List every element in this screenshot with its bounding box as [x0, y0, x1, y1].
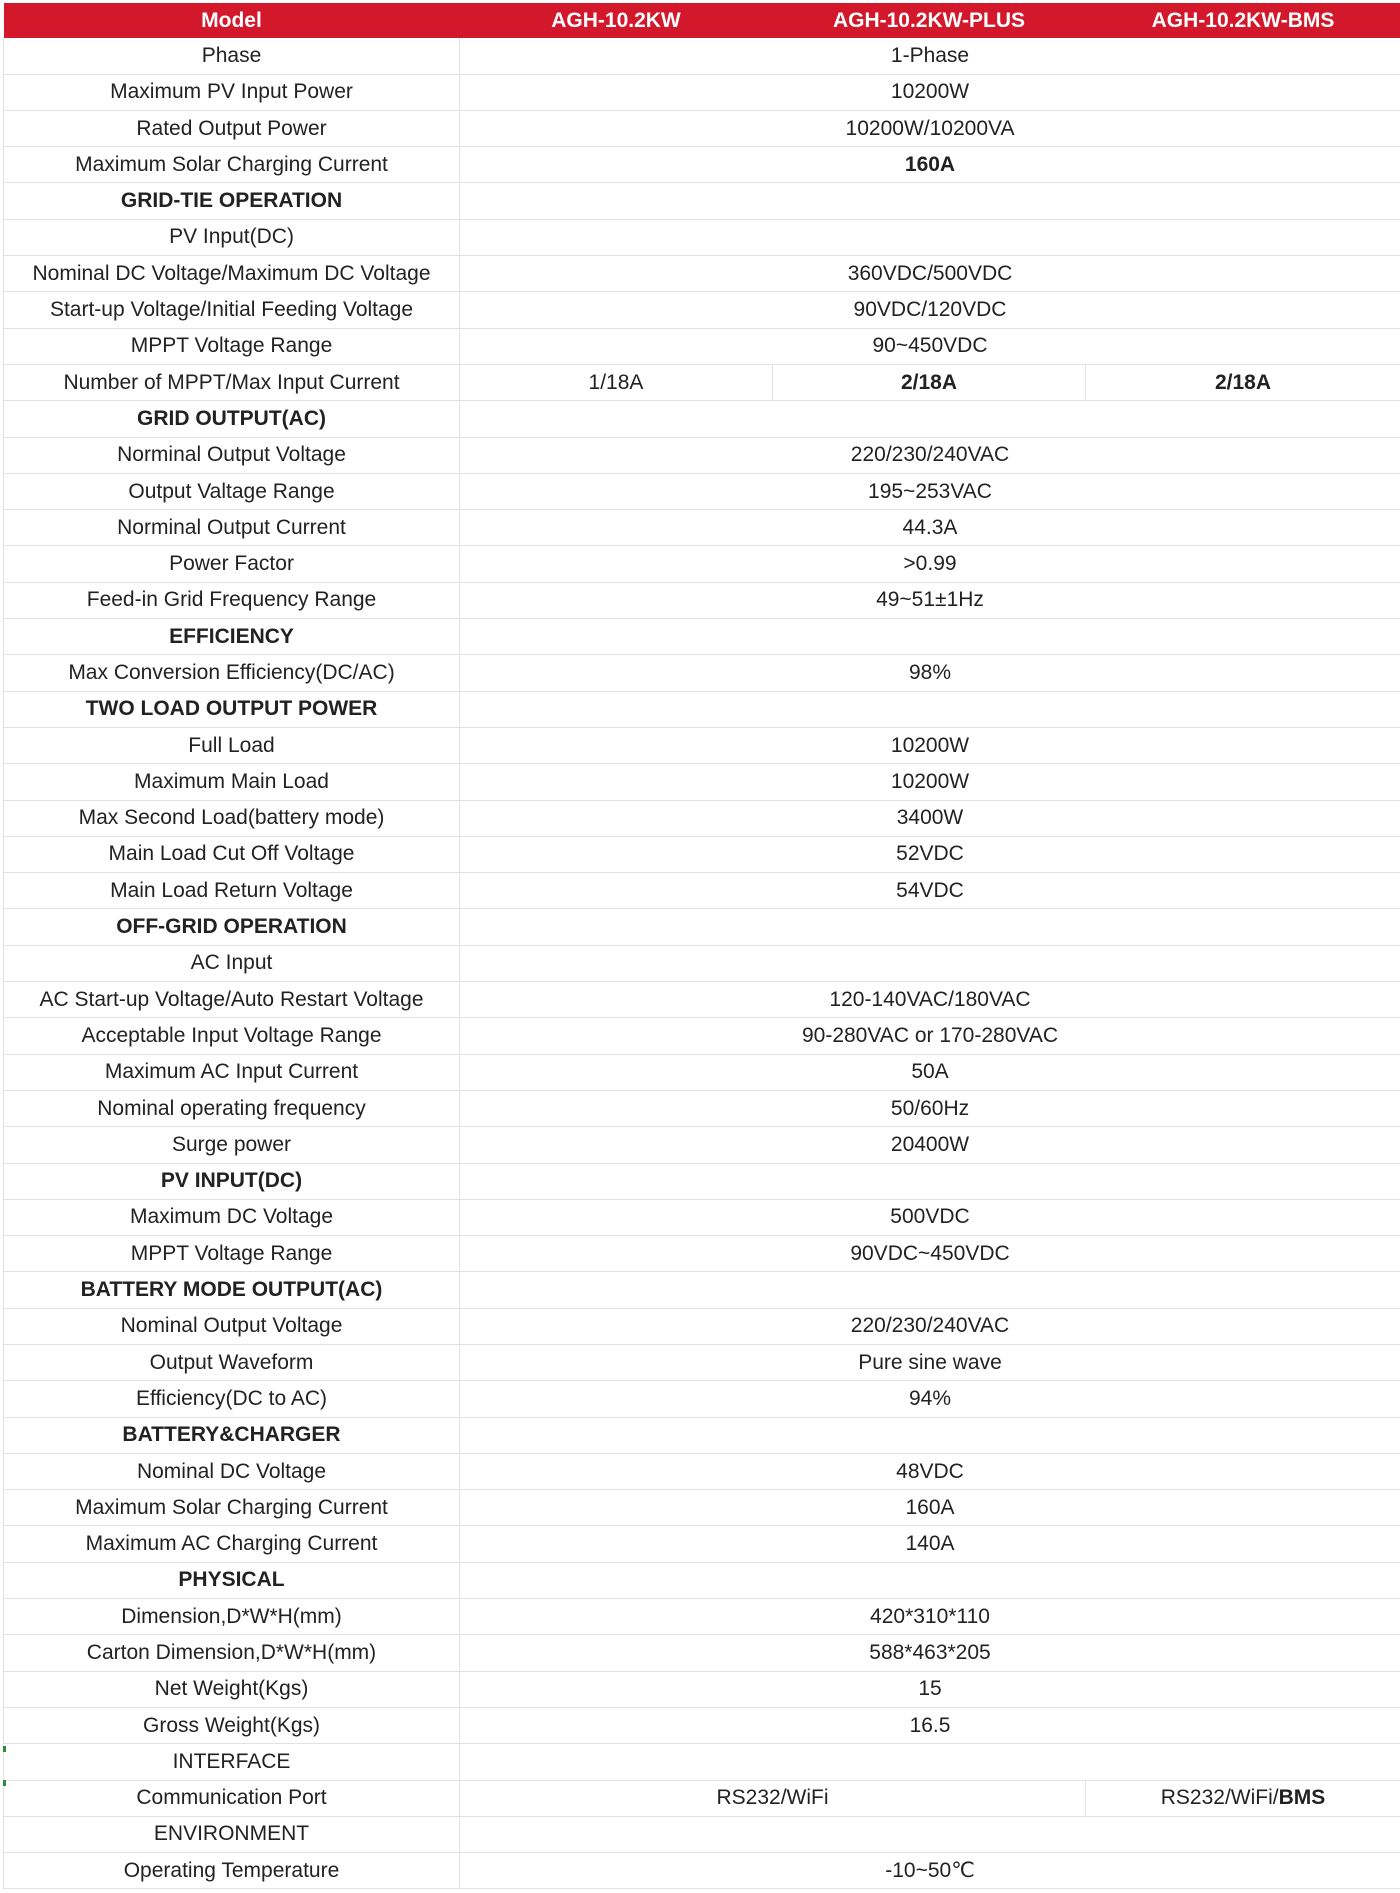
spec-label: Dimension,D*W*H(mm) — [4, 1599, 460, 1635]
table-row — [4, 1707, 1400, 1743]
spec-value: 20400W — [460, 1127, 1400, 1163]
section-blank-cell — [460, 1744, 1400, 1780]
table-row — [4, 1671, 1400, 1707]
table-row — [4, 401, 1400, 437]
table-row — [4, 1381, 1400, 1417]
spec-value — [1086, 1780, 1400, 1816]
spec-label: Net Weight(Kgs) — [4, 1671, 460, 1707]
spec-label: Norminal Output Current — [4, 510, 460, 546]
spec-label: Nominal Output Voltage — [4, 1308, 460, 1344]
spec-value: 10200W — [460, 764, 1400, 800]
spec-value: RS232/WiFi — [460, 1780, 1086, 1816]
spec-label: Maximum Solar Charging Current — [4, 1490, 460, 1526]
spec-value: 54VDC — [460, 873, 1400, 909]
spec-value: 160A — [460, 1490, 1400, 1526]
section-heading: PHYSICAL — [4, 1562, 460, 1598]
spec-label: Operating Temperature — [4, 1853, 460, 1889]
spec-value — [460, 219, 1400, 255]
spec-value: 90VDC~450VDC — [460, 1236, 1400, 1272]
table-row — [4, 110, 1400, 146]
cell-marker — [3, 1780, 6, 1786]
section-heading: OFF-GRID OPERATION — [4, 909, 460, 945]
table-row — [4, 1744, 1400, 1780]
spec-value: 49~51±1Hz — [460, 582, 1400, 618]
table-row — [4, 1018, 1400, 1054]
spec-value: 220/230/240VAC — [460, 1308, 1400, 1344]
spec-value: 2/18A — [773, 364, 1086, 400]
table-row — [4, 1635, 1400, 1671]
spec-label: Maximum DC Voltage — [4, 1199, 460, 1235]
spec-label: Main Load Return Voltage — [4, 873, 460, 909]
spec-label: Carton Dimension,D*W*H(mm) — [4, 1635, 460, 1671]
spec-label: Power Factor — [4, 546, 460, 582]
table-row — [4, 1599, 1400, 1635]
spec-label: Phase — [4, 38, 460, 74]
spec-value: 50A — [460, 1054, 1400, 1090]
table-row — [4, 582, 1400, 618]
spec-label: Max Second Load(battery mode) — [4, 800, 460, 836]
spec-label: Nominal DC Voltage — [4, 1453, 460, 1489]
spec-value-text: RS232/WiFi/ — [1160, 1786, 1279, 1810]
spec-label: Start-up Voltage/Initial Feeding Voltage — [4, 292, 460, 328]
spec-label: PV Input(DC) — [4, 219, 460, 255]
table-row — [4, 1344, 1400, 1380]
table-row — [4, 364, 1400, 400]
section-blank-cell — [460, 909, 1400, 945]
spec-value: 48VDC — [460, 1453, 1400, 1489]
spec-value: 50/60Hz — [460, 1090, 1400, 1126]
table-row — [4, 1853, 1400, 1889]
table-row — [4, 836, 1400, 872]
section-blank-cell — [460, 1163, 1400, 1199]
spec-label: Full Load — [4, 727, 460, 763]
table-row — [4, 328, 1400, 364]
spec-value: 94% — [460, 1381, 1400, 1417]
spec-value: 2/18A — [1086, 364, 1400, 400]
spec-value: 588*463*205 — [460, 1635, 1400, 1671]
table-row — [4, 147, 1400, 183]
spec-label: Maximum Solar Charging Current — [4, 147, 460, 183]
table-row — [4, 473, 1400, 509]
table-row — [4, 1127, 1400, 1163]
section-blank-cell — [460, 1417, 1400, 1453]
section-heading: GRID-TIE OPERATION — [4, 183, 460, 219]
table-row — [4, 1816, 1400, 1852]
spec-label: Number of MPPT/Max Input Current — [4, 364, 460, 400]
spec-value: 44.3A — [460, 510, 1400, 546]
spec-value: 52VDC — [460, 836, 1400, 872]
table-row — [4, 691, 1400, 727]
table-row — [4, 437, 1400, 473]
spec-value: 90~450VDC — [460, 328, 1400, 364]
table-row — [4, 619, 1400, 655]
table-row — [4, 38, 1400, 74]
table-row — [4, 510, 1400, 546]
spec-value: 1-Phase — [460, 38, 1400, 74]
spec-label: Nominal DC Voltage/Maximum DC Voltage — [4, 256, 460, 292]
spec-label: Main Load Cut Off Voltage — [4, 836, 460, 872]
spec-label: Gross Weight(Kgs) — [4, 1707, 460, 1743]
spec-value: 16.5 — [460, 1707, 1400, 1743]
spec-label: Rated Output Power — [4, 110, 460, 146]
table-row — [4, 292, 1400, 328]
header-model-3: AGH-10.2KW-BMS — [1086, 3, 1400, 38]
table-row — [4, 1453, 1400, 1489]
spec-label: Output Waveform — [4, 1344, 460, 1380]
table-body — [4, 38, 1400, 1889]
table-row — [4, 1163, 1400, 1199]
table-row — [4, 74, 1400, 110]
spec-label: Efficiency(DC to AC) — [4, 1381, 460, 1417]
table-row — [4, 800, 1400, 836]
spec-label: AC Start-up Voltage/Auto Restart Voltage — [4, 982, 460, 1018]
spec-value: 195~253VAC — [460, 473, 1400, 509]
section-heading: BATTERY&CHARGER — [4, 1417, 460, 1453]
spec-value: 10200W/10200VA — [460, 110, 1400, 146]
spec-value: 90-280VAC or 170-280VAC — [460, 1018, 1400, 1054]
spec-value: >0.99 — [460, 546, 1400, 582]
spec-value: 3400W — [460, 800, 1400, 836]
table-row — [4, 1780, 1400, 1816]
table-row — [4, 219, 1400, 255]
header-model-2: AGH-10.2KW-PLUS — [773, 3, 1086, 38]
table-row — [4, 1490, 1400, 1526]
spec-label: Maximum PV Input Power — [4, 74, 460, 110]
spec-value: 1/18A — [460, 364, 773, 400]
spec-label: Surge power — [4, 1127, 460, 1163]
spec-value: 360VDC/500VDC — [460, 256, 1400, 292]
table-row — [4, 256, 1400, 292]
section-blank-cell — [460, 1816, 1400, 1852]
section-blank-cell — [460, 619, 1400, 655]
section-blank-cell — [460, 1562, 1400, 1598]
section-blank-cell — [460, 401, 1400, 437]
table-row — [4, 909, 1400, 945]
header-model-1: AGH-10.2KW — [460, 3, 773, 38]
section-heading: GRID OUTPUT(AC) — [4, 401, 460, 437]
spec-value: 220/230/240VAC — [460, 437, 1400, 473]
spec-value: 120-140VAC/180VAC — [460, 982, 1400, 1018]
section-heading: ENVIRONMENT — [4, 1816, 460, 1852]
table-row — [4, 1199, 1400, 1235]
table-row — [4, 183, 1400, 219]
section-heading: EFFICIENCY — [4, 619, 460, 655]
table-row — [4, 1272, 1400, 1308]
table-row — [4, 1417, 1400, 1453]
table-row — [4, 1526, 1400, 1562]
table-row — [4, 1562, 1400, 1598]
table-row — [4, 546, 1400, 582]
spec-value: 10200W — [460, 727, 1400, 763]
header-row — [4, 3, 1400, 38]
spec-value: -10~50℃ — [460, 1853, 1400, 1889]
section-blank-cell — [460, 691, 1400, 727]
spec-value: 15 — [460, 1671, 1400, 1707]
spec-value: 420*310*110 — [460, 1599, 1400, 1635]
table-row — [4, 764, 1400, 800]
table-row — [4, 727, 1400, 763]
spec-label: Output Valtage Range — [4, 473, 460, 509]
spec-value: 98% — [460, 655, 1400, 691]
section-heading: TWO LOAD OUTPUT POWER — [4, 691, 460, 727]
section-heading: PV INPUT(DC) — [4, 1163, 460, 1199]
table-header — [4, 3, 1400, 38]
spec-table — [3, 3, 1400, 1889]
spec-label: AC Input — [4, 945, 460, 981]
spec-value: 140A — [460, 1526, 1400, 1562]
table-row — [4, 1054, 1400, 1090]
header-model-label: Model — [4, 3, 460, 38]
table-row — [4, 655, 1400, 691]
cell-marker — [3, 1746, 6, 1752]
table-row — [4, 873, 1400, 909]
spec-label: Max Conversion Efficiency(DC/AC) — [4, 655, 460, 691]
spec-label: Communication Port — [4, 1780, 460, 1816]
spec-value-bold: BMS — [1278, 1786, 1326, 1810]
spec-label: MPPT Voltage Range — [4, 1236, 460, 1272]
spec-value: 160A — [460, 147, 1400, 183]
section-blank-cell — [460, 1272, 1400, 1308]
table-row — [4, 945, 1400, 981]
table-row — [4, 1308, 1400, 1344]
section-heading: INTERFACE — [4, 1744, 460, 1780]
spec-label: Maximum AC Input Current — [4, 1054, 460, 1090]
spec-label: Nominal operating frequency — [4, 1090, 460, 1126]
spec-label: MPPT Voltage Range — [4, 328, 460, 364]
spec-value: Pure sine wave — [460, 1344, 1400, 1380]
spec-label: Maximum AC Charging Current — [4, 1526, 460, 1562]
spec-value: 10200W — [460, 74, 1400, 110]
spec-label: Norminal Output Voltage — [4, 437, 460, 473]
table-row — [4, 1090, 1400, 1126]
spec-value — [460, 945, 1400, 981]
table-row — [4, 982, 1400, 1018]
section-blank-cell — [460, 183, 1400, 219]
spec-value: 90VDC/120VDC — [460, 292, 1400, 328]
section-heading: BATTERY MODE OUTPUT(AC) — [4, 1272, 460, 1308]
spec-label: Maximum Main Load — [4, 764, 460, 800]
table-row — [4, 1236, 1400, 1272]
spec-label: Acceptable Input Voltage Range — [4, 1018, 460, 1054]
spec-value: 500VDC — [460, 1199, 1400, 1235]
spec-label: Feed-in Grid Frequency Range — [4, 582, 460, 618]
